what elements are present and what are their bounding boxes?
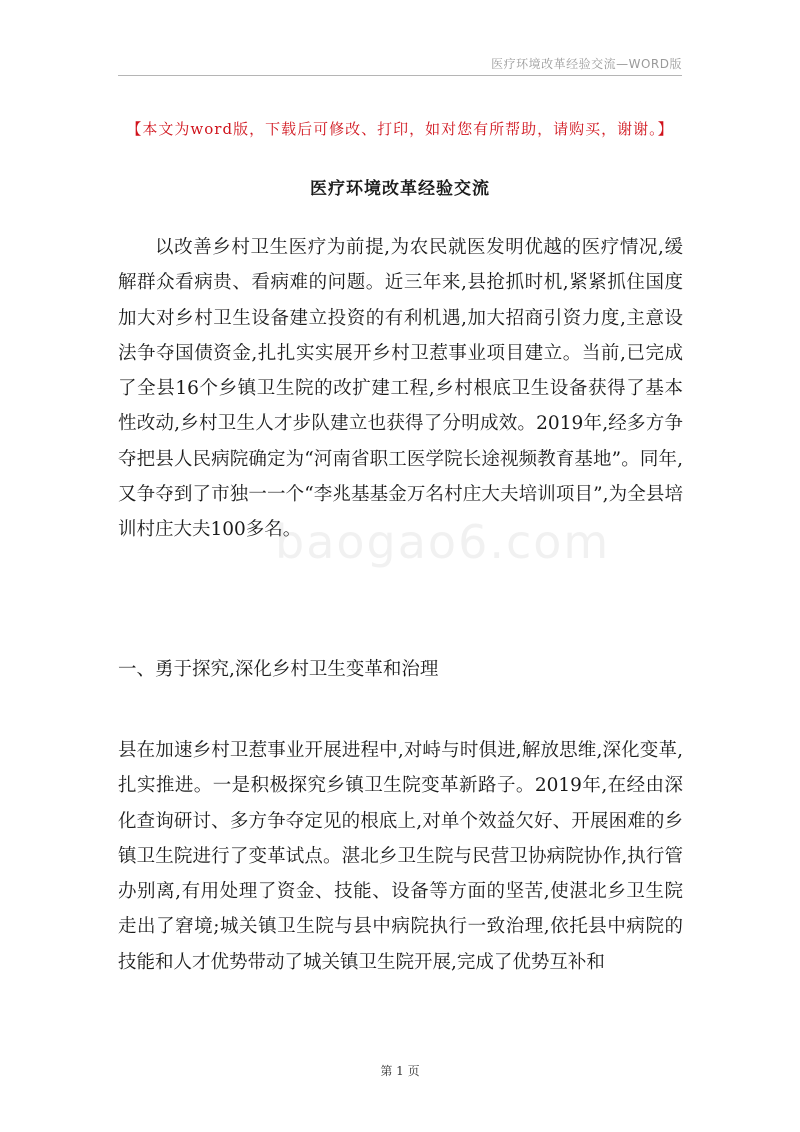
download-notice: 【本文为word版，下载后可修改、打印，如对您有所帮助，请购买，谢谢。】: [126, 120, 674, 138]
page-number: 第 1 页: [380, 1064, 420, 1078]
intro-paragraph: 以改善乡村卫生医疗为前提,为农民就医发明优越的医疗情况,缓解群众看病贵、看病难的问题。近三年来,县抢抓时机,紧紧抓住国度加大对乡村卫生设备建立投资的有利机遇,加大招商引资力度,主意设法争夺国债资金,扎扎实实展开乡村卫惹事业项目建立。当前,已完成了全县16个乡镇卫生院的改扩建工程,乡村根底卫生设备获得了基本性改动,乡村卫生人才步队建立也获得了分明成效。2019年,经多方争夺把县人民病院确定为“河南省职工医学院长途视频教育基地”。同年,又争夺到了市独一一个“李兆基基金万名村庄大夫培训项目”,为全县培训村庄大夫100多名。: [118, 237, 683, 541]
header-divider: [118, 75, 682, 76]
watermark: baogao6.com: [275, 515, 611, 569]
body-paragraph: 县在加速乡村卫惹事业开展进程中,对峙与时俱进,解放思维,深化变革,扎实推进。一是积极探究乡镇卫生院变革新路子。2019年,在经由深化查询研讨、多方争夺定见的根底上,对单个效益欠好、开展困难的乡镇卫生院进行了变革试点。湛北乡卫生院与民营卫协病院协作,执行管办别离,有用处理了资金、技能、设备等方面的坚苦,使湛北乡卫生院走出了窘境;城关镇卫生院与县中病院执行一致治理,依托县中病院的技能和人才优势带动了城关镇卫生院开展,完成了优势互补和: [118, 740, 683, 973]
document-title: 医疗环境改革经验交流: [310, 179, 490, 199]
running-header: 医疗环境改革经验交流—WORD版: [491, 57, 682, 71]
section-heading: 一、勇于探究,深化乡村卫生变革和治理: [118, 659, 439, 680]
